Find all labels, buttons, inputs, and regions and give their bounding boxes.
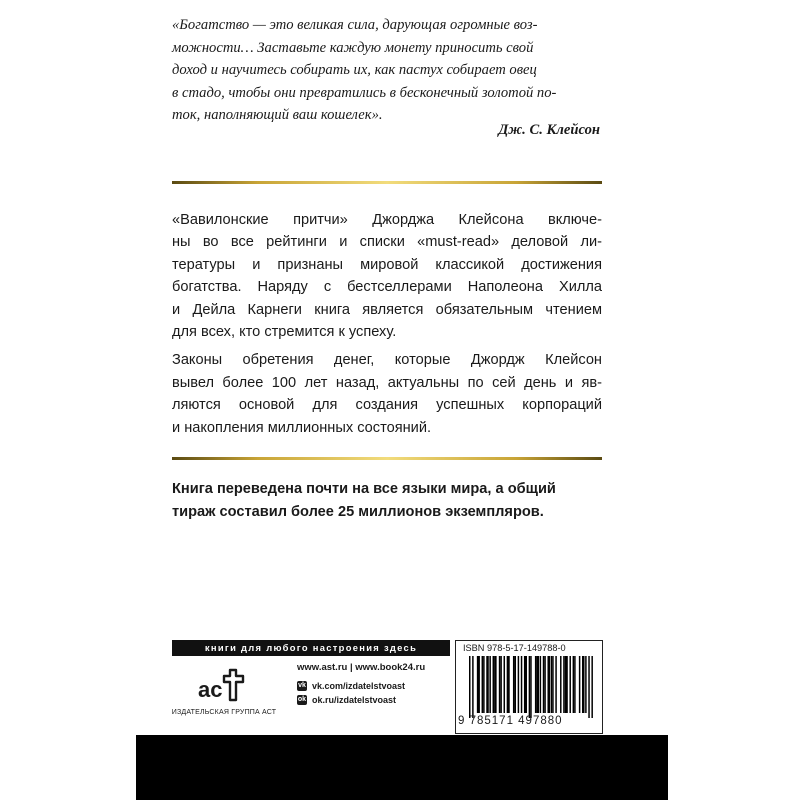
barcode-bar xyxy=(472,656,473,718)
isbn-block xyxy=(455,640,603,734)
text-line: и накопления миллионных состояний. xyxy=(172,419,432,436)
quote-line: ток, наполняющий ваш кошелек». xyxy=(172,107,383,123)
quote-line: доход и научитесь собирать их, как пастух собирает овец xyxy=(172,62,537,78)
social-link-vk xyxy=(297,681,405,691)
social-link-ok xyxy=(297,695,396,705)
barcode-bar xyxy=(543,656,544,713)
barcode xyxy=(469,656,593,718)
text-line: и Дейла Карнеги книга является обязательным чтением xyxy=(172,301,602,318)
barcode-bar xyxy=(563,656,564,713)
circulation-note xyxy=(172,478,602,524)
quote-author: Дж. С. Клейсон xyxy=(498,122,600,138)
barcode-bar xyxy=(530,656,531,718)
barcode-bar xyxy=(486,656,489,713)
note-line: тираж составил более 25 миллионов экземпляров. xyxy=(172,504,544,520)
text-line: тературы и признаны мировой классикой достижения xyxy=(172,256,602,273)
bottom-black-band xyxy=(136,735,668,800)
text-line: ны во все рейтинги и списки «must-read» деловой ли- xyxy=(172,234,602,251)
note-line: Книга переведена почти на все языки мира, а общий xyxy=(172,481,556,497)
text-line: вывел более 100 лет назад, актуальны по сей день и яв- xyxy=(172,374,602,391)
ast-logo xyxy=(196,664,256,704)
social-link-text: ok.ru/izdatelstvoast xyxy=(312,695,397,705)
isbn-digits: 9 785171 497880 xyxy=(458,715,563,727)
barcode-bar xyxy=(483,656,484,713)
barcode-bar xyxy=(508,656,509,713)
svg-text:ас: ас xyxy=(198,677,223,702)
description-paragraph-1 xyxy=(172,209,602,343)
barcode-bar xyxy=(493,656,494,713)
text-line: ляются основой для создания успешных корпораций xyxy=(172,397,602,414)
barcode-bar xyxy=(588,656,589,718)
quote-line: можности… Заставьте каждую монету приносить свой xyxy=(172,39,534,56)
barcode-bar xyxy=(518,656,519,713)
barcode-bar xyxy=(579,656,580,713)
social-link-text: vk.com/izdatelstvoast xyxy=(312,681,406,691)
publisher-group-name: ИЗДАТЕЛЬСКАЯ ГРУППА АСТ xyxy=(171,709,277,716)
barcode-bar xyxy=(566,656,567,713)
barcode-bar xyxy=(582,656,585,713)
barcode-bar xyxy=(499,656,500,713)
barcode-bar xyxy=(591,656,592,718)
barcode-bar xyxy=(500,656,501,713)
barcode-bar xyxy=(552,656,553,713)
description-paragraph-2 xyxy=(172,349,602,439)
text-line: Законы обретения денег, которые Джордж Клейсон xyxy=(172,352,602,369)
barcode-bar xyxy=(513,656,514,713)
isbn-label: ISBN 978-5-17-149788-0 xyxy=(463,643,566,653)
quote-line: в стадо, чтобы они превратились в бесконечный золотой по- xyxy=(172,84,557,101)
quote-line: «Богатство — это великая сила, дарующая огромные воз- xyxy=(172,17,538,33)
publisher-websites: www.ast.ru | www.book24.ru xyxy=(297,662,426,673)
barcode-bar xyxy=(555,656,556,713)
barcode-bar xyxy=(529,656,530,718)
barcode-bar xyxy=(482,656,483,713)
epigraph-quote xyxy=(172,14,604,127)
barcode-bar xyxy=(551,656,552,713)
barcode-bar xyxy=(478,656,479,713)
vk-icon: vk xyxy=(298,682,306,689)
text-line: «Вавилонские притчи» Джорджа Клейсона включе- xyxy=(172,212,602,228)
barcode-bar xyxy=(526,656,527,713)
text-line: для всех, кто стремится к успеху. xyxy=(172,324,397,341)
text-line: богатства. Наряду с бестселлерами Наполеона Хилла xyxy=(172,279,602,296)
barcode-bar xyxy=(573,656,574,713)
barcode-bar xyxy=(544,656,545,713)
gold-divider-top xyxy=(172,181,602,184)
barcode-bar xyxy=(521,656,522,713)
barcode-bar xyxy=(494,656,497,713)
barcode-bar xyxy=(515,656,516,713)
publisher-tagline: книги для любого настроения здесь xyxy=(172,640,450,656)
barcode-bar xyxy=(560,656,561,713)
barcode-bar xyxy=(504,656,505,713)
barcode-bar xyxy=(489,656,490,713)
barcode-bar xyxy=(585,656,586,713)
barcode-bar xyxy=(540,656,541,713)
barcode-bar xyxy=(536,656,539,713)
barcode-bar xyxy=(569,656,570,713)
gold-divider-bottom xyxy=(172,457,602,460)
description-text xyxy=(172,209,602,439)
barcode-bar xyxy=(574,656,575,713)
barcode-bar xyxy=(469,656,470,718)
barcode-bar xyxy=(535,656,536,713)
ok-icon: ok xyxy=(297,696,307,703)
barcode-bar xyxy=(547,656,550,713)
